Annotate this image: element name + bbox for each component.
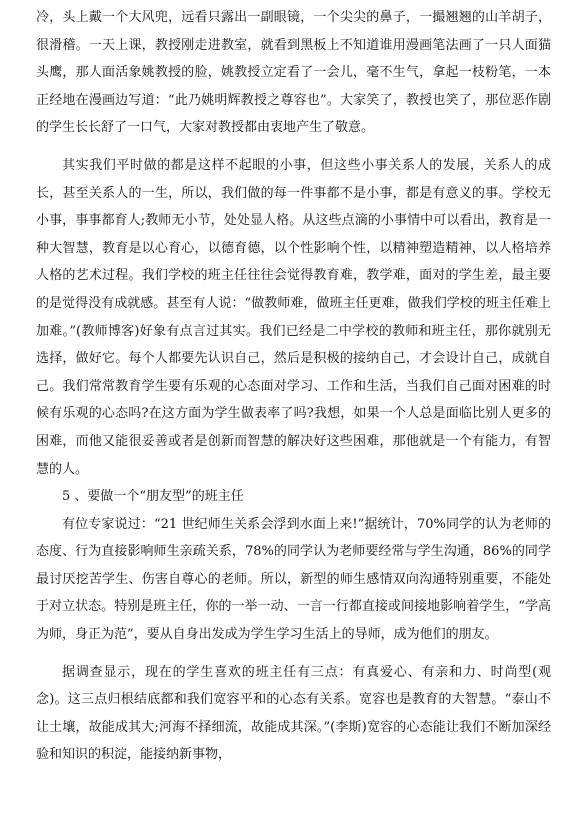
section-heading-5: 5 、要做一个“朋友型”的班主任	[62, 489, 244, 505]
paragraph-2: 其实我们平时做的都是这样不起眼的小事，但这些小事关系人的发展，关系人的成长，甚至关系人的一生，所以，我们做的每一件事都不是小事，都是有意义的事。学校无小事，事事都育人;教师无小节，处处显人格。从这些点滴的小事情中可以看出，教育是一种大智慧，教育是以心育心，以德育德，以个性影响个性，以精神塑造精神，以人格培养人格的艺术过程。我们学校的班主任往往会觉得教育难，教学难，面对的学生差，最主要的是觉得没有成就感。甚至有人说：“做教师难，做班主任更难，做我们学校的班主任难上加难。”(教师博客)好象有点言过其实。我们已经是二中学校的教师和班主任，那你就别无选择，做好它。每个人都要先认识自己，然后是积极的接纳自己，才会设计自己，成就自己。我们常常教育学生要有乐观的心态面对学习、工作和生活，当我们自己面对困难的时候有乐观的心态吗?在这方面为学生做表率了吗?我想，如果一个人总是面临比别人更多的困难，而他又能很妥善或者是创新而智慧的解决好这些困难，那他就是一个有能力，有智慧的人。	[36, 157, 551, 477]
document-body	[36, 4, 551, 769]
paragraph-1: 冷，头上戴一个大风兜，远看只露出一副眼镜，一个尖尖的鼻子，一撮翘翘的山羊胡子，很滑稽。一天上课，教授刚走进教室，就看到黑板上不知道谁用漫画笔法画了一只人面猫头鹰，那人面活象姚教授的脸，姚教授立定看了一会儿，毫不生气，拿起一枝粉笔，一本正经地在漫画边写道：“此乃姚明辉教授之尊容也”。大家笑了，教授也笑了，那位恶作剧的学生长长舒了一口气，大家对教授都由衷地产生了敬意。	[36, 10, 551, 136]
paragraph-3: 有位专家说过：“21 世纪师生关系会浮到水面上来!”据统计，70%同学的认为老师的态度、行为直接影响师生亲疏关系，78%的同学认为老师要经常与学生沟通，86%的同学最讨厌挖苦学生、伤害自尊心的老师。所以，新型的师生感情双向沟通特别重要，不能处于对立状态。特别是班主任，你的一举一动、一言一行都直接或间接地影响着学生，“学高为师，身正为范”，要从自身出发成为学生学习生活上的导师，成为他们的朋友。	[36, 516, 551, 643]
paragraph-4: 据调查显示，现在的学生喜欢的班主任有三点：有真爱心、有亲和力、时尚型(观念)。这三点归根结底都和我们宽容平和的心态有关系。宽容也是教育的大智慧。“泰山不让土壤，故能成其大;河海不择细流，故能成其深。”(李斯)宽容的心态能让我们不断加深经验和知识的积淀，能接纳新事物，	[36, 664, 551, 763]
paragraph-spacer	[36, 142, 551, 152]
paragraph-spacer	[36, 649, 551, 659]
